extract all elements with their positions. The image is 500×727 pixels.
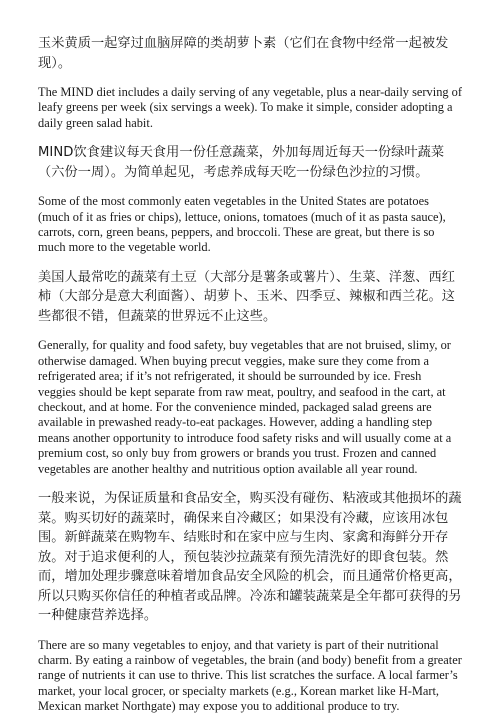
paragraph-zh-1: 玉米黄质一起穿过血脑屏障的类胡萝卜素（它们在食物中经常一起被发现）。 [38, 36, 449, 71]
paragraph-en-2: Some of the most commonly eaten vegetables in the United States are potatoes (much of it as fries or chips), lettuce, onions, tomatoes (much of it as pasta sauce), carrots, corn, green beans, peppers, and broccoli. These are great, but there is so much more to the vegetable world. [38, 194, 446, 255]
paragraph-zh-4: 一般来说，为保证质量和食品安全，购买没有碰伤、粘液或其他损坏的蔬菜。购买切好的蔬菜时，确保来自冷藏区；如果没有冷藏，应该用冰包围。新鲜蔬菜在购物车、结账时和在家中应与生肉、家禽和海鲜分开存放。对于追求便利的人，预包装沙拉蔬菜有预先清洗好的即食包装。然而，增加处理步骤意味着增加食品安全风险的机会，而且通常价格更高，所以只购买你信任的种植者或品牌。冷冻和罐装蔬菜是全年都可获得的另一种健康营养选择。 [38, 491, 462, 623]
paragraph-zh-3: 美国人最常吃的蔬菜有土豆（大部分是薯条或薯片）、生菜、洋葱、西红柿（大部分是意大利面酱）、胡萝卜、玉米、四季豆、辣椒和西兰花。这些都很不错，但蔬菜的世界远不止这些。 [38, 269, 455, 324]
paragraph-en-4: There are so many vegetables to enjoy, and that variety is part of their nutritional charm. By eating a rainbow of vegetables, the brain (and body) benefit from a greater range of nutrients it can use to thrive. This list scratches the surface. A local farmer’s market, your local grocer, or specialty markets (e.g., Korean market like H-Mart, Mexican market Northgate) may expose you to additional produce to try. [38, 637, 462, 714]
paragraph-zh-2: MIND饮食建议每天食用一份任意蔬菜，外加每周近每天一份绿叶蔬菜（六份一周）。为简单起见，考虑养成每天吃一份绿色沙拉的习惯。 [38, 145, 445, 180]
paragraph-en-1: The MIND diet includes a daily serving of any vegetable, plus a near-daily serving of leafy greens per week (six servings a week). To make it simple, consider adopting a daily green salad habit. [38, 85, 462, 130]
document-page [38, 34, 462, 727]
paragraph-en-3: Generally, for quality and food safety, buy vegetables that are not bruised, slimy, or otherwise damaged. When buying precut veggies, make sure they come from a refrigerated area; if it’s not refrigerated, it should be surrounded by ice. Fresh veggies should be kept separate from raw meat, poultry, and seafood in the cart, at checkout, and at home. For the convenience minded, packaged salad greens are available in prewashed ready-to-eat packages. However, adding a handling step means another opportunity to introduce food safety risks and will usually come at a premium cost, so only buy from growers or brands you trust. Frozen and canned vegetables are another healthy and nutritious option available all year round. [38, 338, 452, 476]
